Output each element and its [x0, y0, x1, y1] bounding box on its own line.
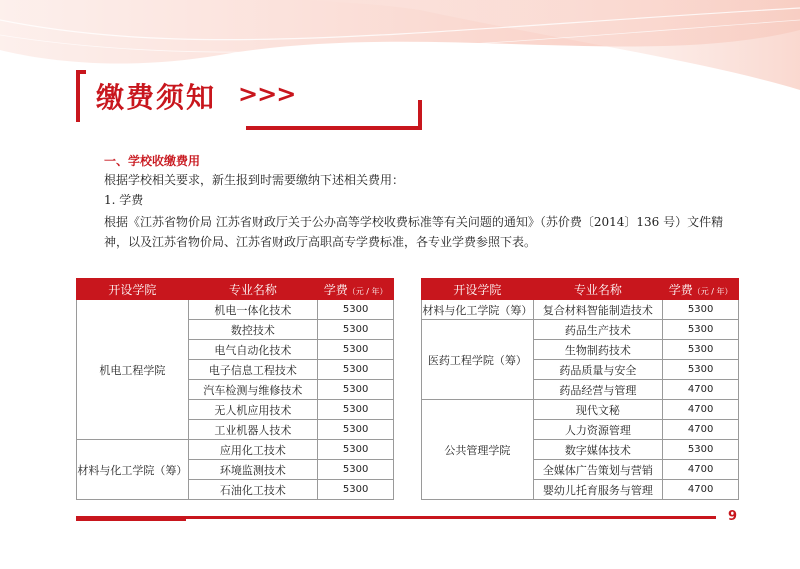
- fee-cell: 5300: [663, 320, 739, 340]
- major-cell: 数控技术: [188, 320, 318, 340]
- paragraph-policy: 根据《江苏省物价局 江苏省财政厅关于公办高等学校收费标准等有关问题的通知》（苏价费〔2014〕136 号）文件精神，以及江苏省物价局、江苏省财政厅高职高专学费标准，各专业学费参照下表。: [104, 215, 724, 249]
- fee-cell: 5300: [318, 420, 394, 440]
- college-cell: 材料与化工学院（筹）: [422, 300, 534, 320]
- header-college: 开设学院: [77, 279, 189, 300]
- major-cell: 人力资源管理: [533, 420, 663, 440]
- fee-cell: 5300: [318, 320, 394, 340]
- fee-cell: 4700: [663, 420, 739, 440]
- major-cell: 机电一体化技术: [188, 300, 318, 320]
- table-row: [422, 300, 739, 320]
- major-cell: 药品经营与管理: [533, 380, 663, 400]
- fee-cell: 5300: [663, 360, 739, 380]
- page-title: 缴费须知: [96, 81, 217, 114]
- table-row: [422, 400, 739, 420]
- paragraph-intro: 根据学校相关要求，新生报到时需要缴纳下述相关费用：: [104, 173, 405, 187]
- fee-cell: 5300: [318, 440, 394, 460]
- college-cell: 医药工程学院（筹）: [422, 320, 534, 400]
- table-row: [422, 320, 739, 340]
- fee-cell: 5300: [318, 340, 394, 360]
- header-fee-label: 学费: [323, 282, 348, 297]
- header-college: 开设学院: [422, 279, 534, 300]
- fee-cell: 5300: [318, 360, 394, 380]
- fee-cell: 5300: [318, 400, 394, 420]
- fee-cell: 4700: [663, 480, 739, 500]
- major-cell: 应用化工技术: [188, 440, 318, 460]
- header-fee: [318, 279, 394, 300]
- fee-cell: 4700: [663, 380, 739, 400]
- major-cell: 电气自动化技术: [188, 340, 318, 360]
- major-cell: 药品生产技术: [533, 320, 663, 340]
- fee-table-right: [421, 278, 739, 500]
- fee-cell: 5300: [318, 380, 394, 400]
- major-cell: 汽车检测与维修技术: [188, 380, 318, 400]
- major-cell: 数字媒体技术: [533, 440, 663, 460]
- major-cell: 生物制药技术: [533, 340, 663, 360]
- college-cell: 公共管理学院: [422, 400, 534, 500]
- major-cell: 工业机器人技术: [188, 420, 318, 440]
- section-heading: 一、学校收缴费用: [104, 154, 201, 168]
- major-cell: 复合材料智能制造技术: [533, 300, 663, 320]
- college-cell: 机电工程学院: [77, 300, 189, 440]
- table-row: [77, 440, 394, 460]
- header-major: 专业名称: [188, 279, 318, 300]
- paragraph-item-tuition: 1. 学费: [104, 193, 144, 207]
- major-cell: 无人机应用技术: [188, 400, 318, 420]
- fee-cell: 5300: [663, 340, 739, 360]
- college-cell: 材料与化工学院（筹）: [77, 440, 189, 500]
- header-major: 专业名称: [533, 279, 663, 300]
- major-cell: 药品质量与安全: [533, 360, 663, 380]
- fee-cell: 5300: [663, 300, 739, 320]
- major-cell: 婴幼儿托育服务与管理: [533, 480, 663, 500]
- page-number: 9: [728, 509, 738, 524]
- footer-divider-accent: [76, 516, 186, 521]
- fee-cell: 4700: [663, 460, 739, 480]
- major-cell: 环境监测技术: [188, 460, 318, 480]
- major-cell: 全媒体广告策划与营销: [533, 460, 663, 480]
- major-cell: 石油化工技术: [188, 480, 318, 500]
- header-fee-unit: （元 / 年）: [347, 286, 388, 296]
- fee-cell: 4700: [663, 400, 739, 420]
- major-cell: 电子信息工程技术: [188, 360, 318, 380]
- title-frame-right-line: [418, 100, 422, 130]
- fee-cell: 5300: [318, 480, 394, 500]
- header-fee: [663, 279, 739, 300]
- table-header-row: [422, 279, 739, 300]
- fee-table-left: [76, 278, 394, 500]
- chevron-right-icon: >>>: [238, 80, 296, 108]
- fee-cell: 5300: [318, 300, 394, 320]
- title-frame-bottom-line: [246, 126, 422, 130]
- header-fee-label: 学费: [668, 282, 693, 297]
- table-row: [77, 300, 394, 320]
- table-header-row: [77, 279, 394, 300]
- major-cell: 现代文秘: [533, 400, 663, 420]
- fee-cell: 5300: [663, 440, 739, 460]
- header-fee-unit: （元 / 年）: [692, 286, 733, 296]
- title-frame-corner: [76, 70, 86, 122]
- fee-cell: 5300: [318, 460, 394, 480]
